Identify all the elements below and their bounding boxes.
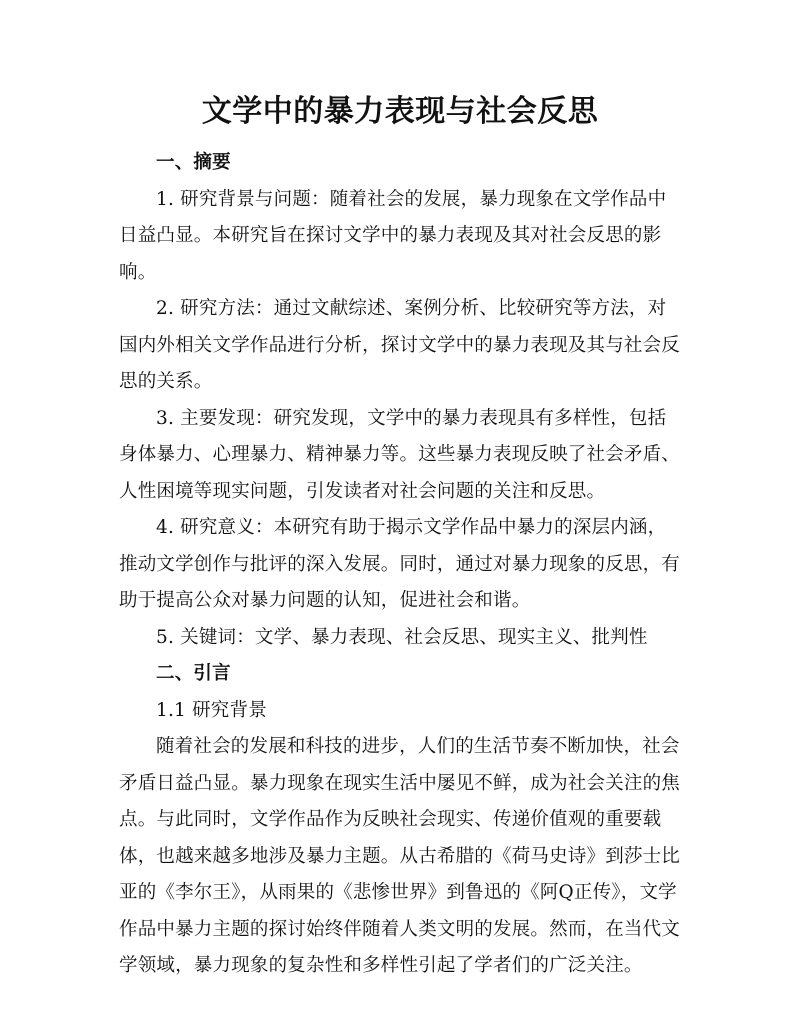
abstract-item: 5. 关键词：文学、暴力表现、社会反思、现实主义、批判性 [156,626,648,648]
document-body [119,145,685,985]
document-title: 文学中的暴力表现与社会反思 [201,94,599,129]
intro-sub-heading: 1.1 研究背景 [156,699,267,721]
abstract-item: 1. 研究背景与问题：随着社会的发展，暴力现象在文学作品中日益凸显。本研究旨在探讨文学中的暴力表现及其对社会反思的影响。 [119,188,667,283]
abstract-item: 4. 研究意义：本研究有助于揭示文学作品中暴力的深层内涵，推动文学创作与批评的深入发展。同时，通过对暴力现象的反思，有助于提高公众对暴力问题的认知，促进社会和谐。 [119,517,681,611]
abstract-heading: 一、摘要 [156,152,231,173]
abstract-item: 2. 研究方法：通过文献综述、案例分析、比较研究等方法，对国内外相关文学作品进行分析，探讨文学中的暴力表现及其与社会反思的关系。 [119,298,681,392]
intro-paragraph: 随着社会的发展和科技的进步，人们的生活节奏不断加快，社会矛盾日益凸显。暴力现象在现实生活中屡见不鲜，成为社会关注的焦点。与此同时，文学作品作为反映社会现实、传递价值观的重要载体，也越来越多地涉及暴力主题。从古希腊的《荷马史诗》到莎士比亚的《李尔王》，从雨果的《悲惨世界》到鲁迅的《阿Q正传》，文学作品中暴力主题的探讨始终伴随着人类文明的发展。然而，在当代文学领域，暴力现象的复杂性和多样性引起了学者们的广泛关注。 [119,736,681,976]
abstract-item: 3. 主要发现：研究发现，文学中的暴力表现具有多样性，包括身体暴力、心理暴力、精神暴力等。这些暴力表现反映了社会矛盾、人性困境等现实问题，引发读者对社会问题的关注和反思。 [119,407,681,502]
intro-heading: 二、引言 [156,663,231,684]
